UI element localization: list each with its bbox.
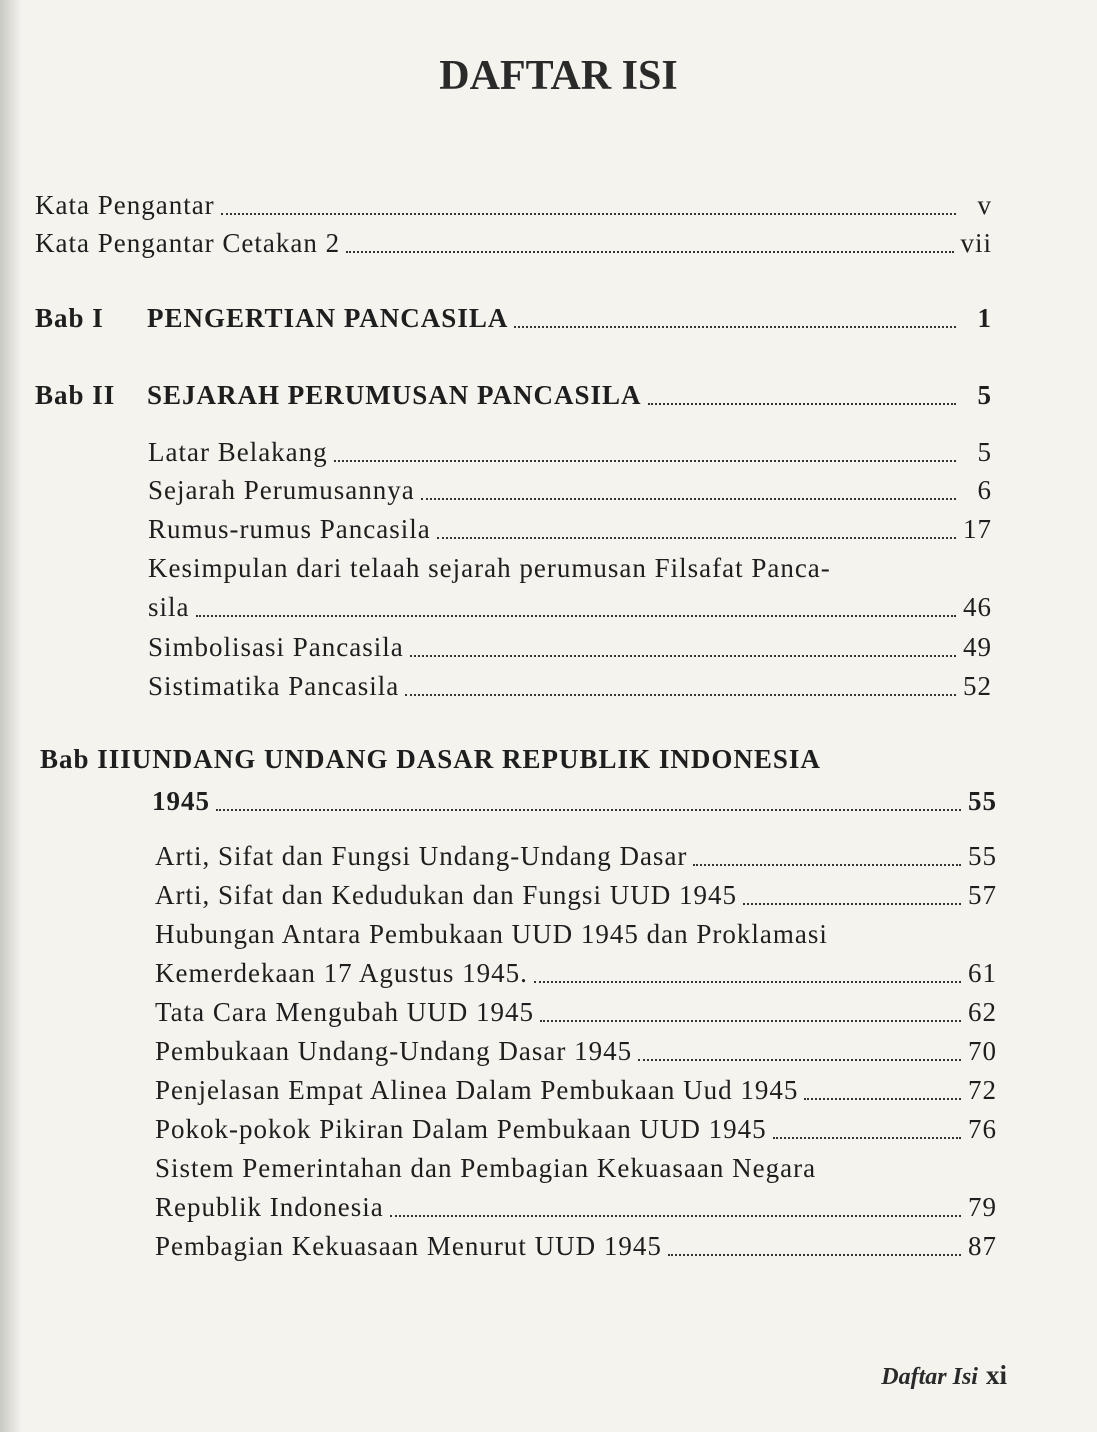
toc-chapter-bab-3-line1[interactable] — [40, 744, 821, 775]
chapter-page: 5 — [977, 380, 992, 410]
toc-entry-kata-pengantar-cetakan-2[interactable] — [35, 228, 992, 259]
toc-entry-label: Kata Pengantar — [35, 190, 215, 220]
chapter-page: 1 — [977, 303, 992, 333]
toc-entry-page: 70 — [968, 1036, 997, 1066]
dot-leader — [390, 1215, 961, 1217]
toc-entry-page: 57 — [968, 880, 997, 910]
dot-leader — [221, 213, 956, 215]
dot-leader — [638, 1059, 961, 1061]
toc-entry[interactable] — [148, 671, 992, 702]
page-footer — [881, 1360, 1007, 1391]
toc-entry-label: Pembagian Kekuasaan Menurut UUD 1945 — [155, 1231, 662, 1261]
toc-entry[interactable] — [155, 997, 997, 1028]
chapter-number: Bab II — [35, 380, 116, 410]
toc-entry-page: 49 — [963, 632, 992, 662]
dot-leader — [540, 1020, 961, 1022]
chapter-title-line1: UNDANG UNDANG DASAR REPUBLIK INDONESIA — [131, 744, 821, 774]
chapter-number: Bab I — [35, 303, 104, 333]
toc-entry-page: 46 — [963, 592, 992, 622]
toc-entry[interactable] — [155, 841, 997, 872]
dot-leader — [196, 615, 957, 617]
toc-entry-label: Latar Belakang — [148, 437, 328, 467]
dot-leader — [346, 251, 954, 253]
toc-entry-page: vii — [960, 228, 992, 258]
toc-entry-kata-pengantar[interactable] — [35, 190, 992, 221]
toc-entry-label: Tata Cara Mengubah UUD 1945 — [155, 997, 535, 1027]
dot-leader — [804, 1098, 961, 1100]
dot-leader — [514, 326, 956, 328]
dot-leader — [410, 655, 956, 657]
toc-entry-page: 17 — [963, 514, 992, 544]
toc-entry[interactable] — [155, 1192, 997, 1223]
toc-entry-label-line1: Sistem Pemerintahan dan Pembagian Kekuasaan Negara — [155, 1153, 817, 1183]
chapter-title: 1945 — [152, 786, 210, 816]
toc-entry-label: Simbolisasi Pancasila — [148, 632, 404, 662]
toc-entry-page: 5 — [977, 437, 992, 467]
toc-entry-page: v — [977, 190, 992, 220]
toc-entry-page: 76 — [968, 1114, 997, 1144]
dot-leader — [421, 498, 956, 500]
chapter-title: SEJARAH PERUMUSAN PANCASILA — [147, 380, 642, 410]
toc-entry-label: Arti, Sifat dan Kedudukan dan Fungsi UUD 1945 — [155, 880, 737, 910]
toc-entry[interactable] — [155, 1231, 997, 1262]
toc-entry[interactable] — [148, 632, 992, 663]
toc-chapter-bab-2[interactable] — [35, 380, 992, 411]
toc-entry-label: sila — [148, 592, 190, 622]
toc-entry-label: Pembukaan Undang-Undang Dasar 1945 — [155, 1036, 633, 1066]
toc-entry-page: 72 — [968, 1075, 997, 1105]
toc-entry-label-line1: Hubungan Antara Pembukaan UUD 1945 dan Proklamasi — [155, 919, 828, 949]
toc-chapter-bab-1[interactable] — [35, 303, 992, 334]
footer-page-number: xi — [985, 1360, 1007, 1390]
toc-entry-label: Republik Indonesia — [155, 1192, 384, 1222]
toc-entry-label: Kemerdekaan 17 Agustus 1945. — [155, 958, 528, 988]
toc-entry[interactable] — [148, 475, 992, 506]
toc-entry-label: Rumus-rumus Pancasila — [148, 514, 431, 544]
dot-leader — [648, 403, 956, 405]
chapter-number: Bab III — [40, 744, 132, 774]
dot-leader — [437, 537, 956, 539]
toc-entry-page: 61 — [968, 958, 997, 988]
toc-entry[interactable] — [155, 1114, 997, 1145]
toc-entry-page: 52 — [963, 671, 992, 701]
dot-leader — [743, 903, 961, 905]
toc-entry-label-line1: Kesimpulan dari telaah sejarah perumusan Filsafat Panca- — [148, 553, 831, 583]
dot-leader — [773, 1137, 961, 1139]
page-title: DAFTAR ISI — [439, 53, 678, 99]
toc-entry-label: Arti, Sifat dan Fungsi Undang-Undang Dasar — [155, 841, 688, 871]
toc-chapter-bab-3[interactable] — [152, 786, 997, 817]
toc-entry[interactable] — [148, 592, 992, 623]
footer-section-name: Daftar Isi — [881, 1364, 978, 1390]
toc-entry-label: Penjelasan Empat Alinea Dalam Pembukaan Uud 1945 — [155, 1075, 799, 1105]
toc-entry[interactable] — [155, 1036, 997, 1067]
dot-leader — [534, 981, 961, 983]
chapter-page: 55 — [968, 786, 997, 816]
toc-entry-page: 55 — [968, 841, 997, 871]
toc-entry-label: Sejarah Perumusannya — [148, 475, 415, 505]
toc-entry-page: 6 — [977, 475, 992, 505]
dot-leader — [216, 809, 961, 811]
dot-leader — [334, 460, 956, 462]
toc-entry[interactable] — [155, 958, 997, 989]
toc-entry[interactable] — [155, 880, 997, 911]
toc-entry[interactable] — [155, 1075, 997, 1106]
toc-entry-label: Pokok-pokok Pikiran Dalam Pembukaan UUD 1945 — [155, 1114, 767, 1144]
dot-leader — [668, 1254, 961, 1256]
toc-entry[interactable] — [148, 437, 992, 468]
toc-entry-page: 62 — [968, 997, 997, 1027]
dot-leader — [693, 864, 961, 866]
toc-entry-page: 87 — [968, 1231, 997, 1261]
chapter-title: PENGERTIAN PANCASILA — [147, 303, 509, 333]
toc-entry-label: Kata Pengantar Cetakan 2 — [35, 228, 341, 258]
toc-entry[interactable] — [148, 514, 992, 545]
toc-entry-label: Sistimatika Pancasila — [148, 671, 400, 701]
toc-entry-page: 79 — [968, 1192, 997, 1222]
dot-leader — [405, 694, 956, 696]
